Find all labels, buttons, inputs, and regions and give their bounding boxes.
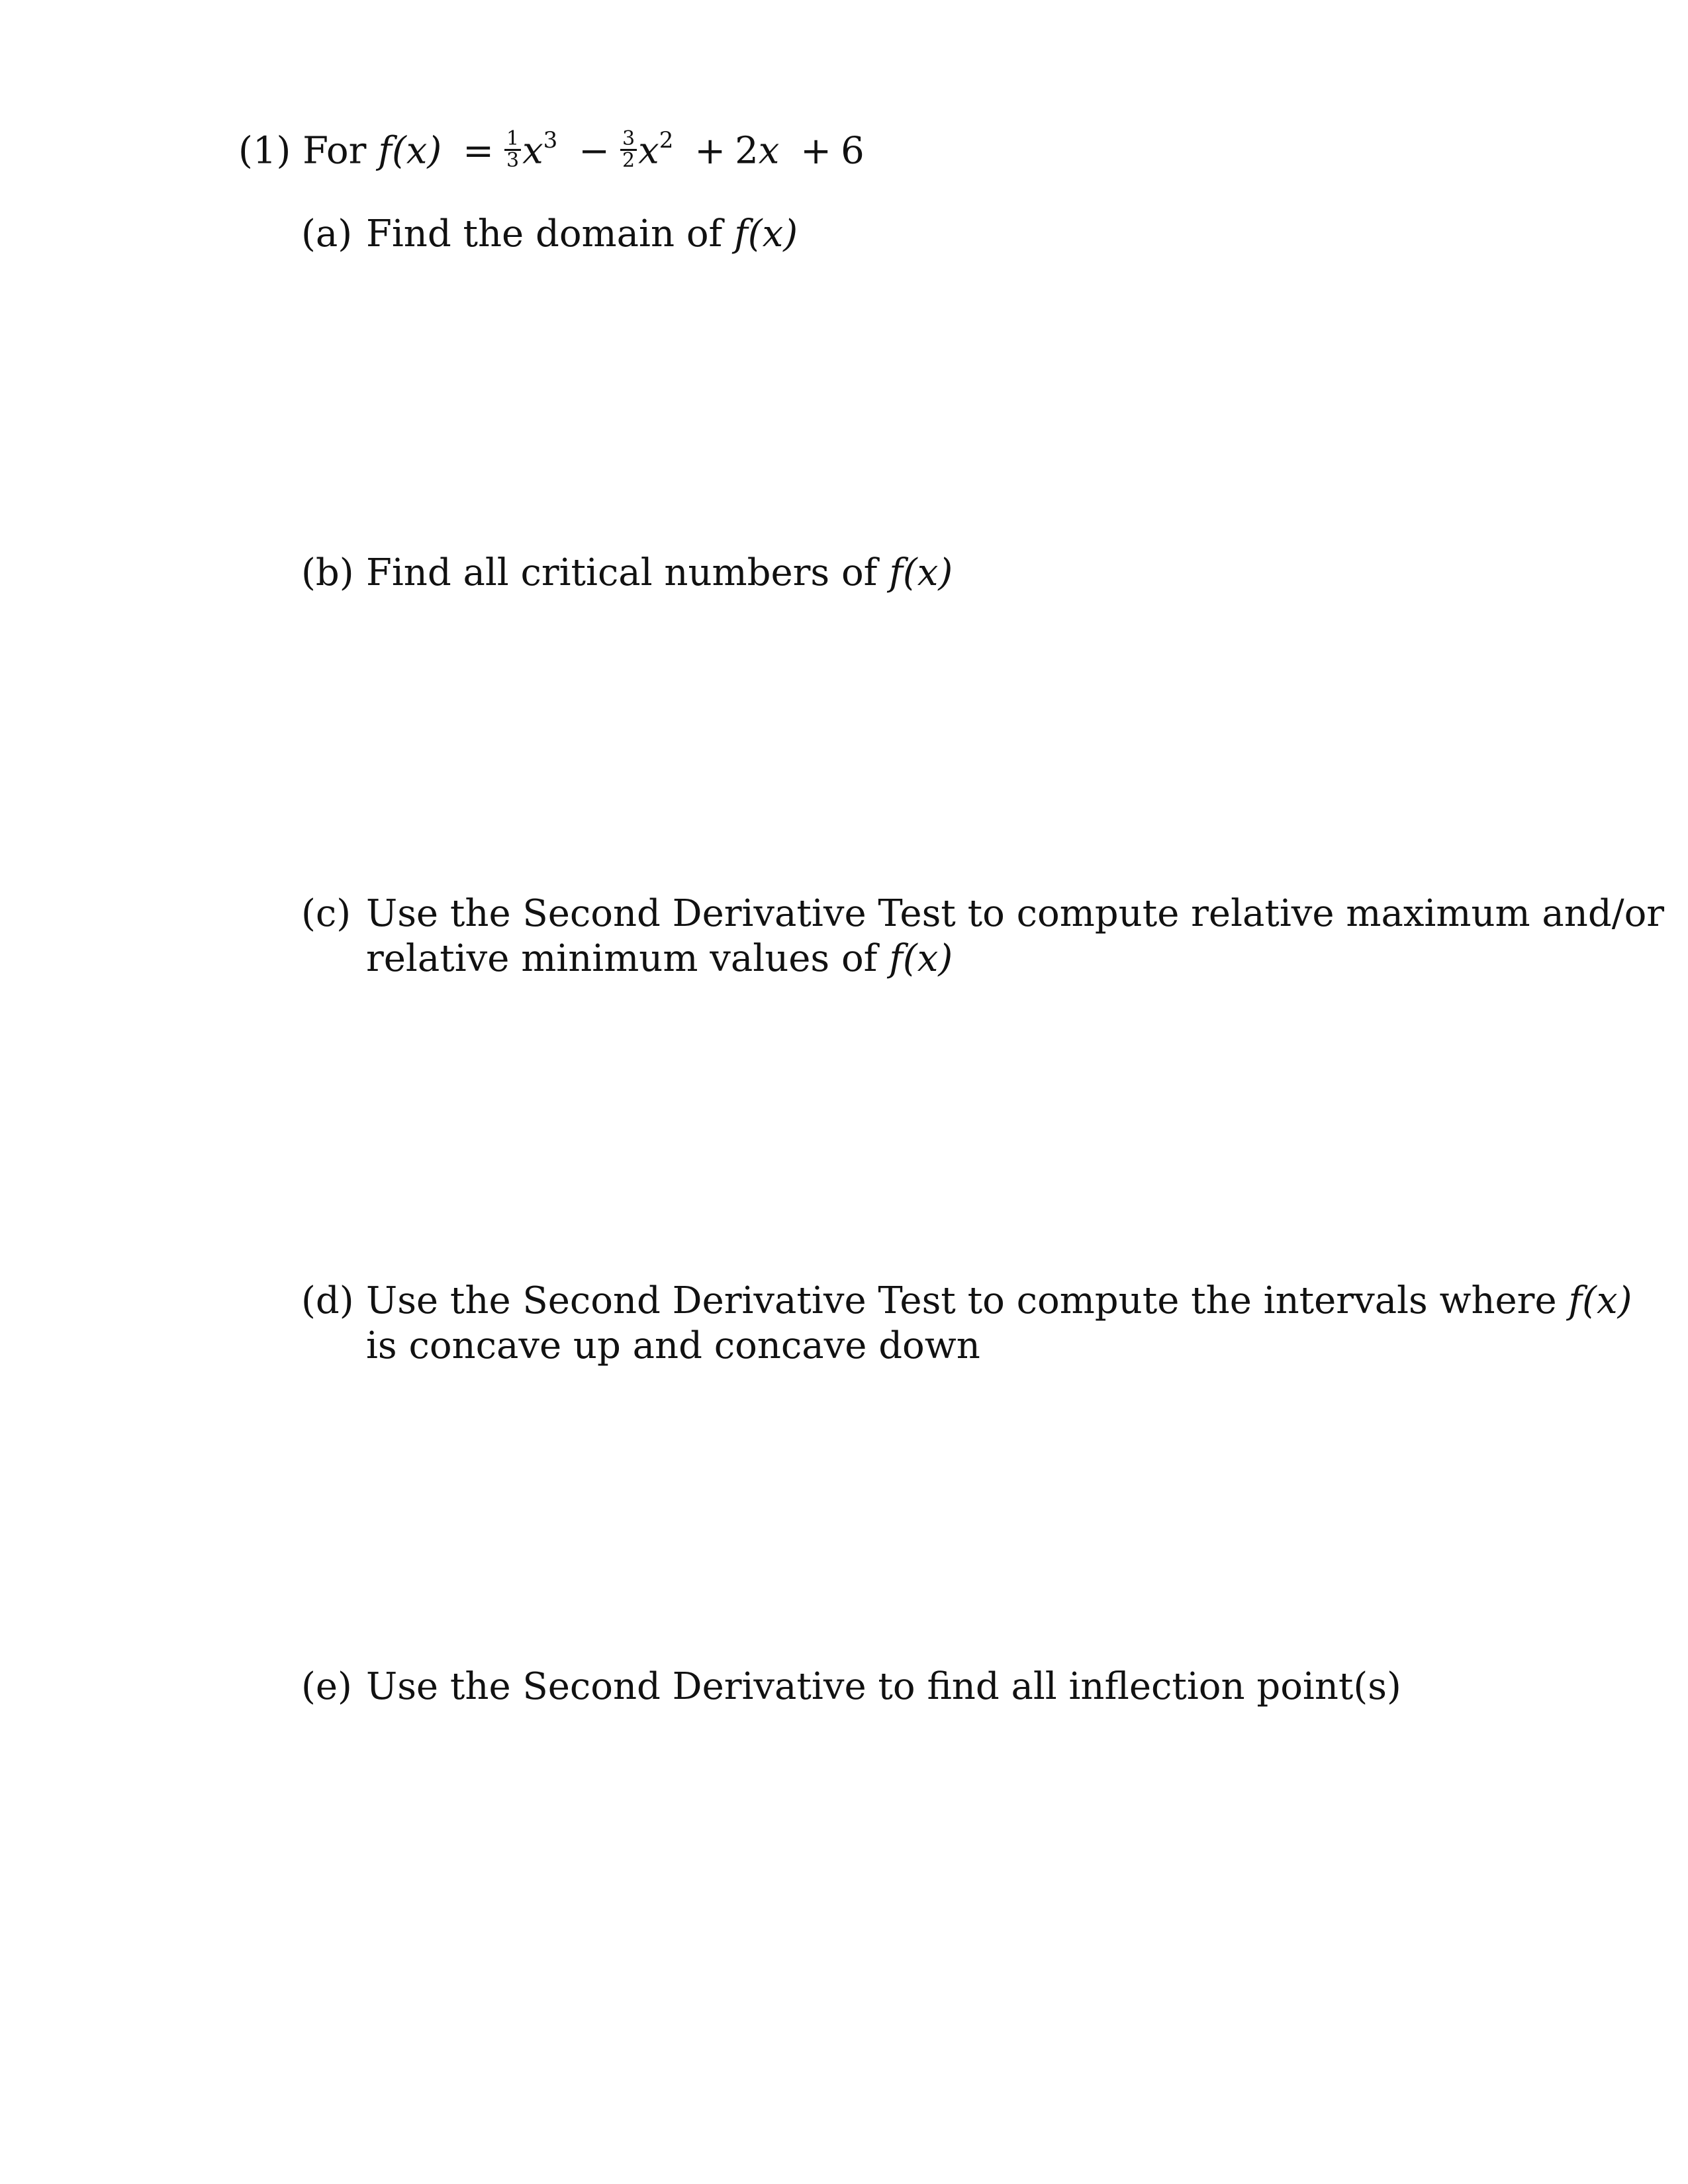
part-c-line2: relative minimum values of f(x): [366, 937, 953, 980]
part-d-text-2: is concave up and concave down: [366, 1324, 980, 1367]
part-b-label: (b): [301, 551, 354, 594]
fraction-one-third: $\frac{1}{3}$: [504, 129, 521, 171]
part-e-label: (e): [301, 1665, 352, 1708]
part-d: (d) Use the Second Derivative Test to compute the intervals where f(x): [301, 1277, 1632, 1325]
function-lhs: f(x): [378, 129, 442, 173]
part-a-text: Find the domain of: [366, 212, 723, 255]
part-d-label: (d): [301, 1279, 354, 1322]
part-c-text-2: relative minimum values of: [366, 937, 878, 980]
part-e-text: Use the Second Derivative to find all inflection point(s): [366, 1665, 1401, 1708]
problem-statement: (1) For f(x) = $\frac{1}{3}$ $x^3$ − $\frac{3}{2}$ $x^2 + 2x + 6$: [238, 126, 865, 173]
part-b-text: Find all critical numbers of: [366, 551, 878, 594]
part-c-label: (c): [301, 892, 352, 935]
part-a: (a) Find the domain of f(x): [301, 210, 798, 258]
part-e: [301, 1663, 1401, 1711]
fraction-three-halves: $\frac{3}{2}$: [620, 129, 637, 171]
part-b: (b) Find all critical numbers of f(x): [301, 549, 953, 597]
problem-prefix: For: [303, 129, 367, 173]
part-d-text: Use the Second Derivative Test to compute the intervals where: [366, 1279, 1557, 1322]
part-a-label: (a): [301, 212, 353, 255]
part-c-text: Use the Second Derivative Test to compute relative maximum and/or: [366, 892, 1665, 935]
problem-number: (1): [238, 129, 291, 173]
part-d-line2: [366, 1322, 980, 1370]
part-c: [301, 890, 1664, 938]
